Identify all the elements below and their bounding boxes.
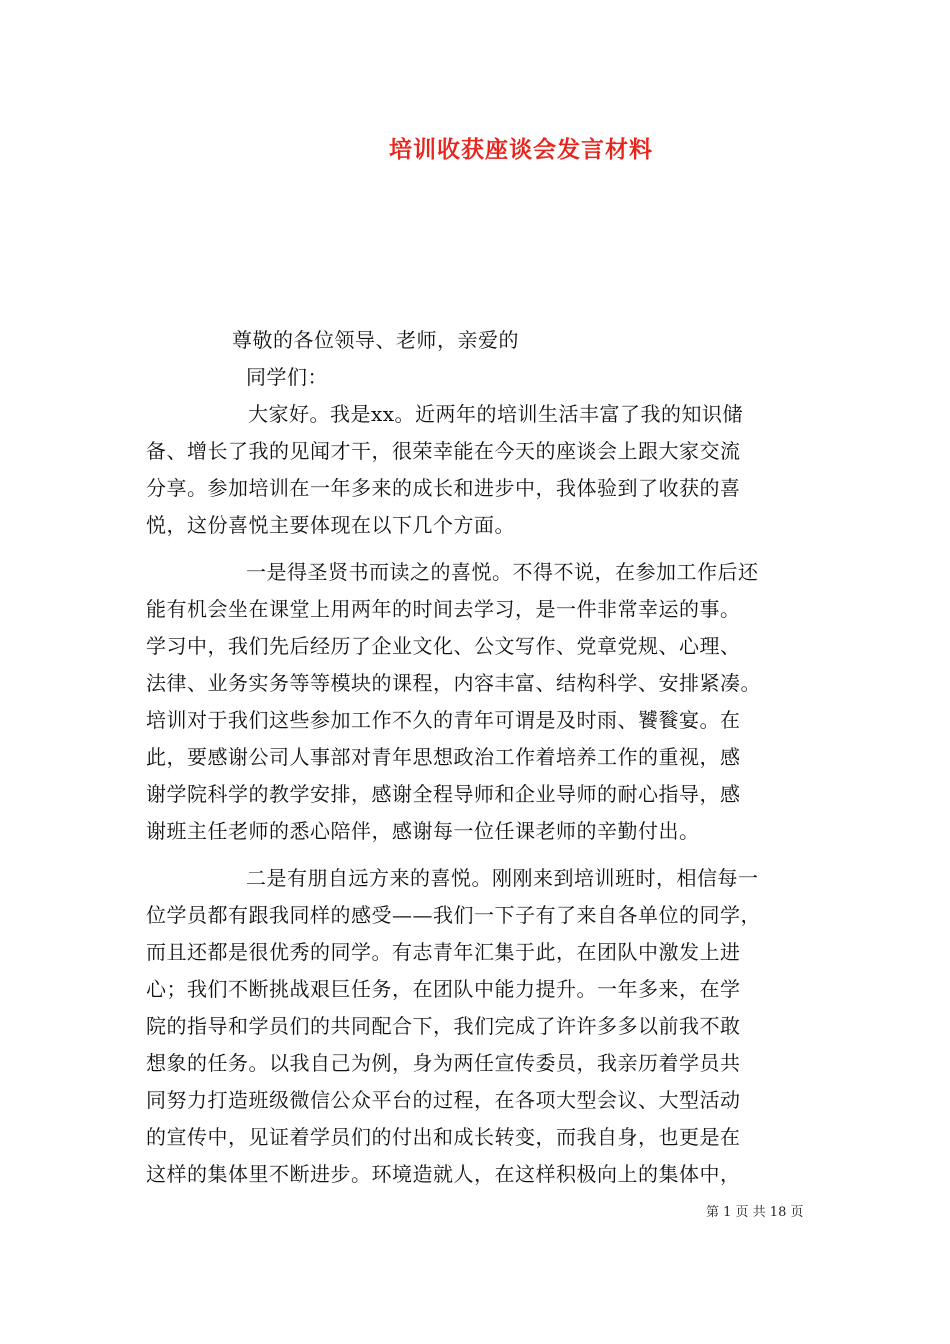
paragraph-line: 想象的任务。以我自己为例，身为两任宣传委员，我亲历着学员共	[146, 1051, 741, 1075]
paragraph-1	[146, 396, 818, 544]
paragraph-line: 悦，这份喜悦主要体现在以下几个方面。	[146, 513, 515, 537]
paragraph-line: 这样的集体里不断进步。环境造就人，在这样积极向上的集体中，	[146, 1162, 741, 1186]
page-number-footer: 第 1 页 共 18 页	[706, 1205, 804, 1220]
paragraph-line: 法律、业务实务等等模块的课程，内容丰富、结构科学、安排紧凑。	[146, 671, 761, 695]
salutation-line: 同学们：	[246, 365, 328, 389]
paragraph-line: 学习中，我们先后经历了企业文化、公文写作、党章党规、心理、	[146, 634, 741, 658]
paragraph-line: 位学员都有跟我同样的感受——我们一下子有了来自各单位的同学，	[146, 903, 761, 927]
paragraph-line: 备、增长了我的见闻才干，很荣幸能在今天的座谈会上跟大家交流	[146, 439, 741, 463]
paragraph-line: 一是得圣贤书而读之的喜悦。不得不说，在参加工作后还	[246, 560, 759, 584]
paragraph-line: 谢学院科学的教学安排，感谢全程导师和企业导师的耐心指导，感	[146, 782, 741, 806]
paragraph-3	[146, 860, 818, 1193]
paragraph-line: 而且还都是很优秀的同学。有志青年汇集于此，在团队中激发上进	[146, 940, 741, 964]
paragraph-line: 能有机会坐在课堂上用两年的时间去学习，是一件非常幸运的事。	[146, 597, 741, 621]
paragraph-line: 谢班主任老师的悉心陪伴，感谢每一位任课老师的辛勤付出。	[146, 819, 700, 843]
paragraph-line: 心；我们不断挑战艰巨任务，在团队中能力提升。一年多来，在学	[146, 977, 741, 1001]
paragraph-line: 分享。参加培训在一年多来的成长和进步中，我体验到了收获的喜	[146, 476, 741, 500]
paragraph-line: 此，要感谢公司人事部对青年思想政治工作着培养工作的重视，感	[146, 745, 741, 769]
paragraph-line: 院的指导和学员们的共同配合下，我们完成了许许多多以前我不敢	[146, 1014, 741, 1038]
paragraph-line: 培训对于我们这些参加工作不久的青年可谓是及时雨、饕餮宴。在	[146, 708, 741, 732]
paragraph-line: 大家好。我是xx。近两年的培训生活丰富了我的知识储	[248, 402, 744, 426]
salutation-line: 尊敬的各位领导、老师，亲爱的	[232, 328, 519, 352]
paragraph-line: 同努力打造班级微信公众平台的过程，在各项大型会议、大型活动	[146, 1088, 741, 1112]
document-body	[146, 322, 818, 1193]
paragraph-2	[146, 554, 818, 850]
document-title: 培训收获座谈会发言材料	[389, 136, 653, 163]
paragraph-line: 二是有朋自远方来的喜悦。刚刚来到培训班时，相信每一	[246, 866, 759, 890]
paragraph-line: 的宣传中，见证着学员们的付出和成长转变，而我自身，也更是在	[146, 1125, 741, 1149]
